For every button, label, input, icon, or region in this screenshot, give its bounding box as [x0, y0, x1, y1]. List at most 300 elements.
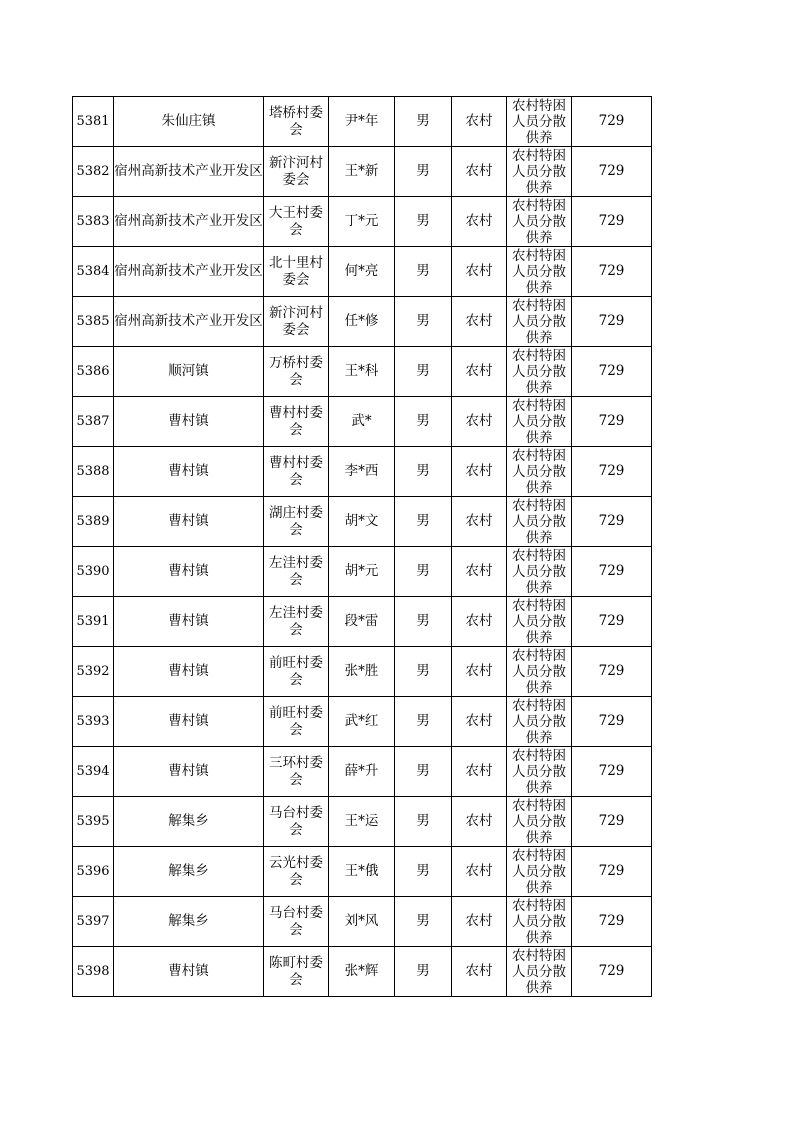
table-row	[73, 547, 652, 597]
relief-category-cell-text: 农村特困人员分散供养	[512, 448, 566, 495]
person-name-cell-text: 任*修	[344, 313, 379, 329]
person-name-cell-text: 张*辉	[344, 963, 379, 979]
person-name-cell	[329, 697, 395, 747]
gender-cell	[395, 847, 452, 897]
serial-number-cell	[73, 497, 114, 547]
relief-category-cell	[507, 747, 572, 797]
relief-category-cell-text: 农村特困人员分散供养	[512, 398, 566, 445]
amount-cell-text: 729	[598, 913, 625, 929]
person-name-cell-text: 薛*升	[344, 763, 379, 779]
town-cell-text: 曹村镇	[168, 463, 209, 479]
area-type-cell-text: 农村	[465, 913, 493, 929]
amount-cell-text: 729	[598, 713, 625, 729]
gender-cell	[395, 97, 452, 147]
village-committee-cell	[264, 397, 329, 447]
town-cell-text: 宿州高新技术产业开发区	[114, 213, 263, 229]
relief-category-cell-text: 农村特困人员分散供养	[512, 198, 566, 245]
area-type-cell-text: 农村	[465, 363, 493, 379]
village-committee-cell-text: 湖庄村委会	[269, 504, 323, 538]
table-body	[73, 97, 652, 997]
serial-number-cell-text: 5389	[76, 514, 110, 529]
amount-cell	[572, 297, 652, 347]
town-cell-text: 曹村镇	[168, 563, 209, 579]
amount-cell-text: 729	[598, 413, 625, 429]
gender-cell-text: 男	[416, 313, 430, 329]
town-cell-text: 解集乡	[168, 813, 209, 829]
area-type-cell	[452, 747, 507, 797]
town-cell	[114, 397, 264, 447]
table-row	[73, 497, 652, 547]
town-cell-text: 宿州高新技术产业开发区	[114, 263, 263, 279]
serial-number-cell-text: 5382	[76, 164, 110, 179]
serial-number-cell-text: 5387	[76, 414, 110, 429]
town-cell-text: 曹村镇	[168, 513, 209, 529]
relief-category-cell	[507, 547, 572, 597]
town-cell-text: 曹村镇	[168, 713, 209, 729]
relief-category-cell	[507, 847, 572, 897]
amount-cell	[572, 497, 652, 547]
village-committee-cell-text: 新汴河村委会	[269, 304, 323, 338]
village-committee-cell-text: 马台村委会	[269, 904, 323, 938]
area-type-cell	[452, 847, 507, 897]
village-committee-cell-text: 左洼村委会	[269, 554, 323, 588]
person-name-cell	[329, 447, 395, 497]
table-row	[73, 647, 652, 697]
person-name-cell	[329, 147, 395, 197]
amount-cell-text: 729	[598, 363, 625, 379]
area-type-cell	[452, 647, 507, 697]
serial-number-cell-text: 5386	[76, 364, 110, 379]
amount-cell-text: 729	[598, 663, 625, 679]
area-type-cell-text: 农村	[465, 113, 493, 129]
person-name-cell-text: 胡*文	[344, 513, 379, 529]
village-committee-cell-text: 马台村委会	[269, 804, 323, 838]
amount-cell-text: 729	[598, 113, 625, 129]
table-row	[73, 797, 652, 847]
amount-cell-text: 729	[598, 463, 625, 479]
serial-number-cell	[73, 547, 114, 597]
village-committee-cell	[264, 597, 329, 647]
area-type-cell	[452, 297, 507, 347]
gender-cell	[395, 397, 452, 447]
table-row	[73, 347, 652, 397]
village-committee-cell	[264, 797, 329, 847]
town-cell	[114, 247, 264, 297]
area-type-cell	[452, 547, 507, 597]
amount-cell	[572, 747, 652, 797]
person-name-cell	[329, 747, 395, 797]
relief-category-cell	[507, 647, 572, 697]
area-type-cell-text: 农村	[465, 663, 493, 679]
area-type-cell-text: 农村	[465, 463, 493, 479]
town-cell-text: 宿州高新技术产业开发区	[114, 313, 263, 329]
serial-number-cell	[73, 297, 114, 347]
person-name-cell-text: 刘*风	[344, 913, 379, 929]
person-name-cell	[329, 897, 395, 947]
area-type-cell	[452, 197, 507, 247]
serial-number-cell-text: 5381	[76, 114, 110, 129]
relief-category-cell	[507, 497, 572, 547]
serial-number-cell	[73, 647, 114, 697]
relief-category-cell-text: 农村特困人员分散供养	[512, 748, 566, 795]
relief-category-cell	[507, 397, 572, 447]
town-cell	[114, 697, 264, 747]
area-type-cell-text: 农村	[465, 813, 493, 829]
amount-cell-text: 729	[598, 513, 625, 529]
gender-cell-text: 男	[416, 213, 430, 229]
relief-category-cell	[507, 797, 572, 847]
area-type-cell-text: 农村	[465, 563, 493, 579]
gender-cell	[395, 897, 452, 947]
table-row	[73, 297, 652, 347]
area-type-cell-text: 农村	[465, 513, 493, 529]
town-cell-text: 曹村镇	[168, 613, 209, 629]
serial-number-cell-text: 5397	[76, 914, 110, 929]
gender-cell	[395, 697, 452, 747]
serial-number-cell-text: 5393	[76, 714, 110, 729]
table-row	[73, 247, 652, 297]
area-type-cell	[452, 247, 507, 297]
table-row	[73, 747, 652, 797]
serial-number-cell	[73, 197, 114, 247]
relief-category-cell-text: 农村特困人员分散供养	[512, 248, 566, 295]
serial-number-cell-text: 5392	[76, 664, 110, 679]
relief-category-cell	[507, 697, 572, 747]
area-type-cell-text: 农村	[465, 263, 493, 279]
relief-category-cell	[507, 347, 572, 397]
serial-number-cell	[73, 597, 114, 647]
village-committee-cell-text: 北十里村委会	[269, 254, 323, 288]
town-cell-text: 曹村镇	[168, 763, 209, 779]
person-name-cell	[329, 297, 395, 347]
village-committee-cell	[264, 97, 329, 147]
serial-number-cell	[73, 147, 114, 197]
person-name-cell-text: 王*新	[344, 163, 379, 179]
serial-number-cell	[73, 397, 114, 447]
town-cell	[114, 347, 264, 397]
gender-cell-text: 男	[416, 463, 430, 479]
table-row	[73, 97, 652, 147]
amount-cell	[572, 147, 652, 197]
serial-number-cell-text: 5383	[76, 214, 110, 229]
person-name-cell	[329, 547, 395, 597]
area-type-cell	[452, 947, 507, 997]
relief-category-cell-text: 农村特困人员分散供养	[512, 648, 566, 695]
area-type-cell-text: 农村	[465, 163, 493, 179]
town-cell-text: 解集乡	[168, 863, 209, 879]
serial-number-cell-text: 5391	[76, 614, 110, 629]
relief-category-cell	[507, 297, 572, 347]
village-committee-cell-text: 万桥村委会	[269, 354, 323, 388]
serial-number-cell	[73, 897, 114, 947]
village-committee-cell	[264, 947, 329, 997]
gender-cell	[395, 947, 452, 997]
person-name-cell	[329, 497, 395, 547]
serial-number-cell	[73, 847, 114, 897]
area-type-cell	[452, 697, 507, 747]
table-row	[73, 447, 652, 497]
village-committee-cell	[264, 847, 329, 897]
town-cell	[114, 797, 264, 847]
person-name-cell	[329, 197, 395, 247]
person-name-cell-text: 丁*元	[344, 213, 379, 229]
person-name-cell	[329, 797, 395, 847]
village-committee-cell	[264, 347, 329, 397]
town-cell-text: 曹村镇	[168, 413, 209, 429]
relief-category-cell-text: 农村特困人员分散供养	[512, 548, 566, 595]
person-name-cell-text: 何*亮	[344, 263, 379, 279]
serial-number-cell-text: 5394	[76, 764, 110, 779]
amount-cell-text: 729	[598, 213, 625, 229]
area-type-cell	[452, 447, 507, 497]
person-name-cell-text: 张*胜	[344, 663, 379, 679]
area-type-cell-text: 农村	[465, 213, 493, 229]
gender-cell	[395, 797, 452, 847]
amount-cell	[572, 197, 652, 247]
table-row	[73, 947, 652, 997]
village-committee-cell	[264, 897, 329, 947]
village-committee-cell	[264, 147, 329, 197]
village-committee-cell-text: 前旺村委会	[269, 654, 323, 688]
village-committee-cell	[264, 647, 329, 697]
relief-category-cell-text: 农村特困人员分散供养	[512, 798, 566, 845]
amount-cell	[572, 647, 652, 697]
serial-number-cell	[73, 97, 114, 147]
town-cell	[114, 297, 264, 347]
area-type-cell	[452, 597, 507, 647]
area-type-cell-text: 农村	[465, 413, 493, 429]
relief-category-cell-text: 农村特困人员分散供养	[512, 948, 566, 995]
gender-cell	[395, 547, 452, 597]
table-row	[73, 897, 652, 947]
relief-category-cell-text: 农村特困人员分散供养	[512, 898, 566, 945]
gender-cell-text: 男	[416, 813, 430, 829]
gender-cell-text: 男	[416, 913, 430, 929]
gender-cell	[395, 147, 452, 197]
relief-category-cell	[507, 97, 572, 147]
person-name-cell-text: 胡*元	[344, 563, 379, 579]
gender-cell-text: 男	[416, 563, 430, 579]
serial-number-cell-text: 5384	[76, 264, 110, 279]
town-cell	[114, 747, 264, 797]
table-row	[73, 397, 652, 447]
area-type-cell	[452, 97, 507, 147]
village-committee-cell	[264, 297, 329, 347]
amount-cell	[572, 897, 652, 947]
village-committee-cell-text: 曹村村委会	[269, 404, 323, 438]
person-name-cell-text: 李*西	[344, 463, 379, 479]
gender-cell-text: 男	[416, 363, 430, 379]
person-name-cell-text: 尹*年	[344, 113, 379, 129]
gender-cell-text: 男	[416, 963, 430, 979]
area-type-cell-text: 农村	[465, 613, 493, 629]
serial-number-cell	[73, 747, 114, 797]
village-committee-cell	[264, 197, 329, 247]
amount-cell	[572, 347, 652, 397]
serial-number-cell	[73, 697, 114, 747]
town-cell-text: 顺河镇	[168, 363, 209, 379]
serial-number-cell-text: 5388	[76, 464, 110, 479]
relief-roster-table	[72, 96, 652, 997]
amount-cell	[572, 97, 652, 147]
table-row	[73, 697, 652, 747]
table-row	[73, 597, 652, 647]
amount-cell-text: 729	[598, 763, 625, 779]
area-type-cell	[452, 147, 507, 197]
village-committee-cell-text: 塔桥村委会	[269, 104, 323, 138]
person-name-cell	[329, 97, 395, 147]
village-committee-cell	[264, 247, 329, 297]
town-cell	[114, 97, 264, 147]
gender-cell	[395, 347, 452, 397]
amount-cell-text: 729	[598, 163, 625, 179]
amount-cell-text: 729	[598, 313, 625, 329]
table-row	[73, 847, 652, 897]
village-committee-cell	[264, 697, 329, 747]
village-committee-cell	[264, 547, 329, 597]
person-name-cell	[329, 397, 395, 447]
amount-cell-text: 729	[598, 613, 625, 629]
gender-cell	[395, 647, 452, 697]
serial-number-cell	[73, 797, 114, 847]
town-cell-text: 朱仙庄镇	[161, 113, 216, 129]
gender-cell-text: 男	[416, 763, 430, 779]
relief-category-cell-text: 农村特困人员分散供养	[512, 348, 566, 395]
amount-cell-text: 729	[598, 963, 625, 979]
village-committee-cell-text: 前旺村委会	[269, 704, 323, 738]
amount-cell	[572, 697, 652, 747]
gender-cell-text: 男	[416, 263, 430, 279]
town-cell	[114, 847, 264, 897]
town-cell-text: 曹村镇	[168, 663, 209, 679]
gender-cell	[395, 197, 452, 247]
village-committee-cell	[264, 447, 329, 497]
area-type-cell	[452, 497, 507, 547]
village-committee-cell-text: 左洼村委会	[269, 604, 323, 638]
town-cell	[114, 597, 264, 647]
area-type-cell-text: 农村	[465, 763, 493, 779]
area-type-cell	[452, 897, 507, 947]
serial-number-cell-text: 5398	[76, 964, 110, 979]
relief-category-cell	[507, 197, 572, 247]
person-name-cell	[329, 247, 395, 297]
gender-cell	[395, 747, 452, 797]
town-cell	[114, 647, 264, 697]
relief-category-cell	[507, 597, 572, 647]
amount-cell	[572, 247, 652, 297]
area-type-cell	[452, 397, 507, 447]
village-committee-cell	[264, 497, 329, 547]
gender-cell-text: 男	[416, 613, 430, 629]
gender-cell	[395, 597, 452, 647]
town-cell-text: 解集乡	[168, 913, 209, 929]
serial-number-cell-text: 5385	[76, 314, 110, 329]
gender-cell-text: 男	[416, 413, 430, 429]
relief-category-cell-text: 农村特困人员分散供养	[512, 498, 566, 545]
gender-cell	[395, 447, 452, 497]
relief-category-cell-text: 农村特困人员分散供养	[512, 598, 566, 645]
amount-cell	[572, 447, 652, 497]
town-cell	[114, 197, 264, 247]
amount-cell-text: 729	[598, 563, 625, 579]
village-committee-cell-text: 曹村村委会	[269, 454, 323, 488]
serial-number-cell	[73, 347, 114, 397]
relief-category-cell	[507, 247, 572, 297]
serial-number-cell-text: 5395	[76, 814, 110, 829]
gender-cell-text: 男	[416, 663, 430, 679]
relief-category-cell-text: 农村特困人员分散供养	[512, 848, 566, 895]
serial-number-cell	[73, 247, 114, 297]
town-cell	[114, 897, 264, 947]
relief-category-cell	[507, 947, 572, 997]
person-name-cell-text: 武*红	[344, 713, 379, 729]
amount-cell	[572, 597, 652, 647]
relief-category-cell	[507, 897, 572, 947]
table-row	[73, 147, 652, 197]
area-type-cell-text: 农村	[465, 863, 493, 879]
gender-cell-text: 男	[416, 113, 430, 129]
area-type-cell-text: 农村	[465, 313, 493, 329]
amount-cell	[572, 947, 652, 997]
person-name-cell-text: 王*运	[344, 813, 379, 829]
amount-cell	[572, 547, 652, 597]
village-committee-cell-text: 新汴河村委会	[269, 154, 323, 188]
village-committee-cell	[264, 747, 329, 797]
amount-cell-text: 729	[598, 813, 625, 829]
town-cell	[114, 547, 264, 597]
village-committee-cell-text: 三环村委会	[269, 754, 323, 788]
person-name-cell	[329, 597, 395, 647]
person-name-cell-text: 段*雷	[344, 613, 379, 629]
person-name-cell-text: 武*	[351, 413, 372, 429]
town-cell	[114, 497, 264, 547]
gender-cell-text: 男	[416, 163, 430, 179]
person-name-cell-text: 王*科	[344, 363, 379, 379]
person-name-cell	[329, 347, 395, 397]
village-committee-cell-text: 云光村委会	[269, 854, 323, 888]
table-row	[73, 197, 652, 247]
area-type-cell-text: 农村	[465, 963, 493, 979]
town-cell	[114, 947, 264, 997]
gender-cell-text: 男	[416, 713, 430, 729]
person-name-cell	[329, 647, 395, 697]
serial-number-cell	[73, 947, 114, 997]
area-type-cell-text: 农村	[465, 713, 493, 729]
gender-cell-text: 男	[416, 513, 430, 529]
amount-cell	[572, 847, 652, 897]
town-cell	[114, 447, 264, 497]
amount-cell	[572, 797, 652, 847]
amount-cell-text: 729	[598, 863, 625, 879]
relief-category-cell-text: 农村特困人员分散供养	[512, 698, 566, 745]
area-type-cell	[452, 347, 507, 397]
relief-category-cell-text: 农村特困人员分散供养	[512, 98, 566, 145]
gender-cell	[395, 497, 452, 547]
person-name-cell-text: 王*俄	[344, 863, 379, 879]
serial-number-cell	[73, 447, 114, 497]
person-name-cell	[329, 947, 395, 997]
relief-category-cell	[507, 447, 572, 497]
gender-cell-text: 男	[416, 863, 430, 879]
relief-category-cell-text: 农村特困人员分散供养	[512, 298, 566, 345]
gender-cell	[395, 247, 452, 297]
relief-category-cell	[507, 147, 572, 197]
town-cell-text: 曹村镇	[168, 963, 209, 979]
village-committee-cell-text: 陈町村委会	[269, 954, 323, 988]
area-type-cell	[452, 797, 507, 847]
relief-category-cell-text: 农村特困人员分散供养	[512, 148, 566, 195]
gender-cell	[395, 297, 452, 347]
